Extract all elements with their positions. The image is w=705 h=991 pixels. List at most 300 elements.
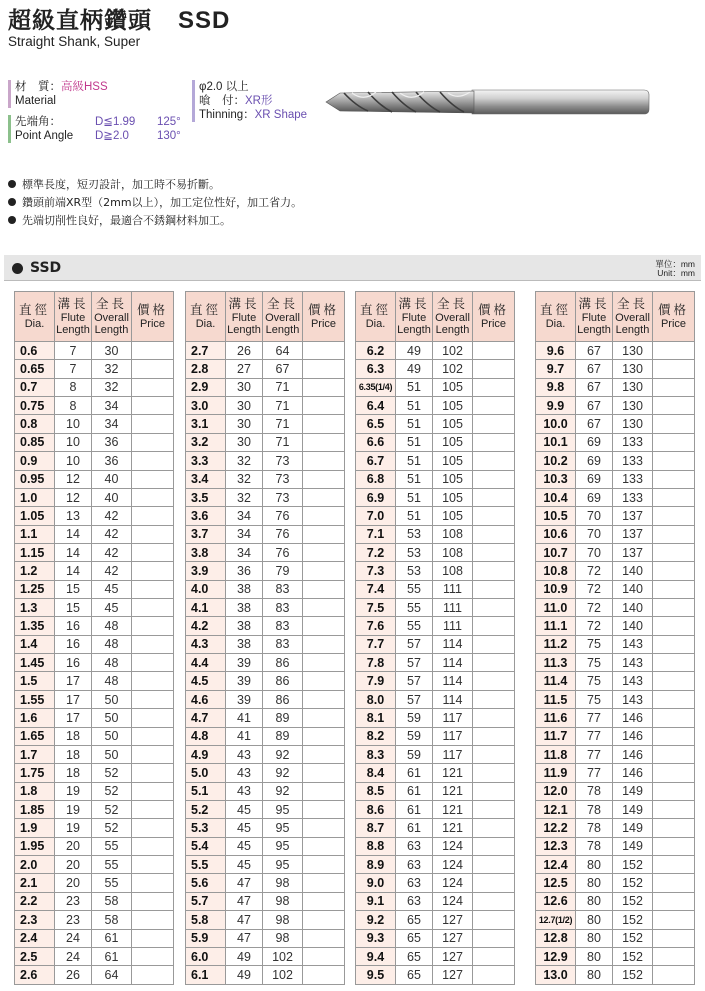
table-row	[356, 543, 515, 561]
price-cell	[303, 911, 345, 929]
dia-cell: 4.2	[186, 617, 226, 635]
col-dia-header: 直徑 Dia.	[356, 292, 396, 342]
dia-cell: 8.9	[356, 856, 396, 874]
overall-length-cell: 61	[92, 947, 132, 965]
overall-length-cell: 152	[613, 929, 653, 947]
table-row	[356, 874, 515, 892]
dia-cell: 8.7	[356, 819, 396, 837]
dia-cell: 10.3	[536, 470, 576, 488]
overall-length-cell: 42	[92, 525, 132, 543]
flute-length-cell: 14	[55, 525, 92, 543]
flute-length-cell: 32	[226, 470, 263, 488]
size-table	[535, 291, 695, 985]
flute-length-cell: 20	[55, 856, 92, 874]
dia-cell: 1.9	[15, 819, 55, 837]
dia-cell: 5.6	[186, 874, 226, 892]
price-cell	[132, 782, 174, 800]
table-row	[356, 397, 515, 415]
table-row	[356, 599, 515, 617]
flute-length-cell: 78	[576, 837, 613, 855]
table-row	[536, 764, 695, 782]
flute-length-cell: 14	[55, 562, 92, 580]
dia-cell: 3.6	[186, 507, 226, 525]
flute-length-cell: 41	[226, 709, 263, 727]
dia-cell: 10.9	[536, 580, 576, 598]
overall-length-cell: 146	[613, 709, 653, 727]
price-cell	[653, 966, 695, 984]
dia-cell: 5.1	[186, 782, 226, 800]
col-price-header: 價格 Price	[132, 292, 174, 342]
price-cell	[653, 635, 695, 653]
dia-cell: 2.3	[15, 911, 55, 929]
dia-cell: 7.0	[356, 507, 396, 525]
overall-length-cell: 149	[613, 819, 653, 837]
price-cell	[653, 727, 695, 745]
price-cell	[303, 397, 345, 415]
overall-length-cell: 102	[433, 360, 473, 378]
flute-length-cell: 43	[226, 782, 263, 800]
flute-length-cell: 8	[55, 378, 92, 396]
flute-length-cell: 59	[396, 727, 433, 745]
col-dia-header: 直徑 Dia.	[186, 292, 226, 342]
flute-length-cell: 45	[226, 800, 263, 818]
price-cell	[132, 580, 174, 598]
flute-length-cell: 63	[396, 856, 433, 874]
overall-length-cell: 127	[433, 929, 473, 947]
flute-length-cell: 13	[55, 507, 92, 525]
overall-length-cell: 152	[613, 874, 653, 892]
flute-length-cell: 67	[576, 360, 613, 378]
overall-length-cell: 42	[92, 543, 132, 561]
table-row	[15, 470, 174, 488]
overall-length-cell: 133	[613, 488, 653, 506]
table-row	[15, 635, 174, 653]
flute-length-cell: 63	[396, 874, 433, 892]
table-row	[15, 800, 174, 818]
dia-cell: 10.2	[536, 452, 576, 470]
price-cell	[473, 543, 515, 561]
table-row	[356, 819, 515, 837]
dia-cell: 1.45	[15, 654, 55, 672]
dia-cell: 5.4	[186, 837, 226, 855]
overall-length-cell: 71	[263, 397, 303, 415]
overall-length-cell: 105	[433, 470, 473, 488]
price-cell	[473, 819, 515, 837]
table-row	[536, 947, 695, 965]
price-cell	[473, 580, 515, 598]
overall-length-cell: 98	[263, 874, 303, 892]
price-cell	[473, 654, 515, 672]
flute-length-cell: 72	[576, 562, 613, 580]
overall-length-cell: 152	[613, 892, 653, 910]
dia-cell: 9.0	[356, 874, 396, 892]
flute-length-cell: 34	[226, 525, 263, 543]
table-row	[356, 947, 515, 965]
overall-length-cell: 71	[263, 415, 303, 433]
dia-cell: 10.4	[536, 488, 576, 506]
price-cell	[132, 452, 174, 470]
overall-length-cell: 71	[263, 433, 303, 451]
table-row	[186, 635, 345, 653]
flute-length-cell: 55	[396, 617, 433, 635]
size-table	[355, 291, 515, 985]
price-cell	[303, 892, 345, 910]
dia-cell: 3.7	[186, 525, 226, 543]
dia-cell: 1.05	[15, 507, 55, 525]
flute-length-cell: 69	[576, 470, 613, 488]
flute-length-cell: 10	[55, 415, 92, 433]
table-row	[536, 929, 695, 947]
overall-length-cell: 127	[433, 966, 473, 984]
price-cell	[132, 488, 174, 506]
flute-length-cell: 72	[576, 580, 613, 598]
price-cell	[653, 378, 695, 396]
flute-length-cell: 15	[55, 599, 92, 617]
table-row	[536, 433, 695, 451]
overall-length-cell: 86	[263, 690, 303, 708]
flute-length-cell: 45	[226, 837, 263, 855]
flute-length-cell: 75	[576, 672, 613, 690]
table-row	[356, 617, 515, 635]
flute-length-cell: 57	[396, 654, 433, 672]
overall-length-cell: 133	[613, 433, 653, 451]
flute-length-cell: 77	[576, 727, 613, 745]
overall-length-cell: 130	[613, 342, 653, 360]
flute-length-cell: 67	[576, 378, 613, 396]
table-row	[15, 745, 174, 763]
price-cell	[473, 947, 515, 965]
overall-length-cell: 48	[92, 654, 132, 672]
overall-length-cell: 92	[263, 782, 303, 800]
price-cell	[132, 599, 174, 617]
overall-length-cell: 76	[263, 525, 303, 543]
table-row	[186, 342, 345, 360]
col-price-header: 價格 Price	[303, 292, 345, 342]
overall-length-cell: 32	[92, 378, 132, 396]
overall-length-cell: 34	[92, 397, 132, 415]
flute-length-cell: 34	[226, 543, 263, 561]
flute-length-cell: 26	[226, 342, 263, 360]
overall-length-cell: 45	[92, 580, 132, 598]
dia-cell: 7.5	[356, 599, 396, 617]
size-table	[14, 291, 174, 985]
table-row	[536, 727, 695, 745]
table-row	[536, 819, 695, 837]
overall-length-cell: 124	[433, 837, 473, 855]
overall-length-cell: 52	[92, 782, 132, 800]
col-price-header: 價格 Price	[473, 292, 515, 342]
dia-cell: 3.3	[186, 452, 226, 470]
price-cell	[303, 727, 345, 745]
table-row	[186, 745, 345, 763]
price-cell	[473, 672, 515, 690]
price-cell	[132, 800, 174, 818]
overall-length-cell: 105	[433, 397, 473, 415]
table-row	[536, 892, 695, 910]
flute-length-cell: 61	[396, 819, 433, 837]
table-row	[186, 911, 345, 929]
dia-cell: 7.3	[356, 562, 396, 580]
flute-length-cell: 49	[396, 360, 433, 378]
price-cell	[473, 488, 515, 506]
dia-cell: 5.9	[186, 929, 226, 947]
price-cell	[132, 709, 174, 727]
flute-length-cell: 67	[576, 415, 613, 433]
flute-length-cell: 15	[55, 580, 92, 598]
table-row	[15, 397, 174, 415]
overall-length-cell: 50	[92, 690, 132, 708]
table-row	[15, 672, 174, 690]
price-cell	[473, 617, 515, 635]
overall-length-cell: 76	[263, 543, 303, 561]
overall-length-cell: 36	[92, 452, 132, 470]
table-row	[356, 782, 515, 800]
col-dia-header: 直徑 Dia.	[15, 292, 55, 342]
price-cell	[132, 378, 174, 396]
table-row	[356, 360, 515, 378]
price-cell	[653, 874, 695, 892]
overall-length-cell: 83	[263, 635, 303, 653]
dia-cell: 8.1	[356, 709, 396, 727]
price-cell	[653, 397, 695, 415]
flute-length-cell: 32	[226, 488, 263, 506]
flute-length-cell: 57	[396, 672, 433, 690]
flute-length-cell: 69	[576, 433, 613, 451]
overall-length-cell: 143	[613, 654, 653, 672]
dia-cell: 8.0	[356, 690, 396, 708]
price-cell	[303, 415, 345, 433]
price-cell	[653, 525, 695, 543]
price-cell	[132, 415, 174, 433]
dia-cell: 0.65	[15, 360, 55, 378]
col-dia-header: 直徑 Dia.	[536, 292, 576, 342]
flute-length-cell: 16	[55, 654, 92, 672]
flute-length-cell: 70	[576, 507, 613, 525]
price-cell	[473, 727, 515, 745]
overall-length-cell: 67	[263, 360, 303, 378]
overall-length-cell: 152	[613, 856, 653, 874]
overall-length-cell: 133	[613, 452, 653, 470]
overall-length-cell: 55	[92, 856, 132, 874]
dia-cell: 1.5	[15, 672, 55, 690]
table-row	[356, 580, 515, 598]
price-cell	[653, 654, 695, 672]
table-row	[15, 617, 174, 635]
price-cell	[653, 911, 695, 929]
dia-cell: 1.65	[15, 727, 55, 745]
table-row	[356, 654, 515, 672]
flute-length-cell: 80	[576, 856, 613, 874]
dia-cell: 7.7	[356, 635, 396, 653]
flute-length-cell: 80	[576, 966, 613, 984]
table-row	[356, 929, 515, 947]
overall-length-cell: 152	[613, 911, 653, 929]
flute-length-cell: 65	[396, 911, 433, 929]
dia-cell: 3.2	[186, 433, 226, 451]
dia-cell: 9.3	[356, 929, 396, 947]
price-cell	[303, 929, 345, 947]
dia-cell: 3.4	[186, 470, 226, 488]
table-row	[186, 690, 345, 708]
table-row	[186, 378, 345, 396]
overall-length-cell: 140	[613, 562, 653, 580]
dia-cell: 0.9	[15, 452, 55, 470]
table-row	[15, 525, 174, 543]
dia-cell: 8.8	[356, 837, 396, 855]
table-row	[186, 874, 345, 892]
flute-length-cell: 26	[55, 966, 92, 984]
flute-length-cell: 47	[226, 892, 263, 910]
price-cell	[303, 856, 345, 874]
price-cell	[653, 745, 695, 763]
overall-length-cell: 121	[433, 764, 473, 782]
dia-cell: 7.1	[356, 525, 396, 543]
dia-cell: 0.8	[15, 415, 55, 433]
flute-length-cell: 24	[55, 929, 92, 947]
flute-length-cell: 77	[576, 709, 613, 727]
flute-length-cell: 69	[576, 488, 613, 506]
dia-cell: 2.2	[15, 892, 55, 910]
table-row	[356, 911, 515, 929]
table-row	[15, 543, 174, 561]
dia-cell: 6.9	[356, 488, 396, 506]
dia-cell: 1.8	[15, 782, 55, 800]
price-cell	[653, 764, 695, 782]
flute-length-cell: 16	[55, 617, 92, 635]
flute-length-cell: 51	[396, 378, 433, 396]
price-cell	[473, 452, 515, 470]
overall-length-cell: 86	[263, 654, 303, 672]
overall-length-cell: 137	[613, 543, 653, 561]
flute-length-cell: 67	[576, 397, 613, 415]
price-cell	[132, 525, 174, 543]
table-row	[356, 745, 515, 763]
overall-length-cell: 64	[92, 966, 132, 984]
overall-length-cell: 89	[263, 709, 303, 727]
flute-length-cell: 75	[576, 690, 613, 708]
dia-cell: 5.0	[186, 764, 226, 782]
price-cell	[132, 360, 174, 378]
price-cell	[303, 378, 345, 396]
overall-length-cell: 52	[92, 764, 132, 782]
flute-length-cell: 17	[55, 672, 92, 690]
overall-length-cell: 95	[263, 856, 303, 874]
table-row	[356, 635, 515, 653]
table-row	[15, 654, 174, 672]
dia-cell: 9.6	[536, 342, 576, 360]
flute-length-cell: 19	[55, 800, 92, 818]
overall-length-cell: 50	[92, 727, 132, 745]
price-cell	[473, 599, 515, 617]
price-cell	[473, 470, 515, 488]
col-flute-header: 溝長 Flute Length	[55, 292, 92, 342]
dia-cell: 10.5	[536, 507, 576, 525]
dia-cell: 7.6	[356, 617, 396, 635]
price-cell	[473, 690, 515, 708]
dia-cell: 10.8	[536, 562, 576, 580]
table-row	[15, 837, 174, 855]
price-cell	[653, 837, 695, 855]
price-cell	[303, 764, 345, 782]
price-cell	[303, 819, 345, 837]
price-cell	[132, 562, 174, 580]
price-cell	[653, 800, 695, 818]
table-row	[186, 507, 345, 525]
table-row	[536, 690, 695, 708]
flute-length-cell: 53	[396, 543, 433, 561]
price-cell	[303, 470, 345, 488]
flute-length-cell: 70	[576, 525, 613, 543]
overall-length-cell: 121	[433, 819, 473, 837]
dia-cell: 5.2	[186, 800, 226, 818]
dia-cell: 4.8	[186, 727, 226, 745]
flute-length-cell: 80	[576, 929, 613, 947]
overall-length-cell: 83	[263, 599, 303, 617]
overall-length-cell: 124	[433, 856, 473, 874]
overall-length-cell: 50	[92, 745, 132, 763]
dia-cell: 1.35	[15, 617, 55, 635]
table-row	[186, 819, 345, 837]
flute-length-cell: 51	[396, 415, 433, 433]
price-cell	[473, 800, 515, 818]
flute-length-cell: 53	[396, 525, 433, 543]
price-cell	[303, 837, 345, 855]
dia-cell: 2.0	[15, 856, 55, 874]
dia-cell: 11.5	[536, 690, 576, 708]
col-overall-header: 全長 Overall Length	[92, 292, 132, 342]
dia-cell: 11.9	[536, 764, 576, 782]
table-row	[186, 452, 345, 470]
dia-cell: 9.2	[356, 911, 396, 929]
price-cell	[473, 635, 515, 653]
overall-length-cell: 121	[433, 800, 473, 818]
flute-length-cell: 39	[226, 654, 263, 672]
price-cell	[132, 966, 174, 984]
table-row	[536, 782, 695, 800]
overall-length-cell: 114	[433, 672, 473, 690]
overall-length-cell: 140	[613, 617, 653, 635]
overall-length-cell: 30	[92, 342, 132, 360]
overall-length-cell: 98	[263, 892, 303, 910]
table-row	[15, 562, 174, 580]
table-row	[15, 782, 174, 800]
flute-length-cell: 51	[396, 452, 433, 470]
dia-cell: 5.8	[186, 911, 226, 929]
flute-length-cell: 16	[55, 635, 92, 653]
table-row	[186, 764, 345, 782]
price-cell	[653, 470, 695, 488]
dia-cell: 12.0	[536, 782, 576, 800]
overall-length-cell: 58	[92, 892, 132, 910]
col-price-header: 價格 Price	[653, 292, 695, 342]
price-cell	[473, 892, 515, 910]
table-row	[15, 415, 174, 433]
price-cell	[303, 580, 345, 598]
overall-length-cell: 140	[613, 580, 653, 598]
table-row	[536, 672, 695, 690]
overall-length-cell: 111	[433, 580, 473, 598]
price-cell	[303, 433, 345, 451]
dia-cell: 3.9	[186, 562, 226, 580]
price-cell	[473, 745, 515, 763]
price-cell	[132, 727, 174, 745]
price-cell	[132, 690, 174, 708]
flute-length-cell: 34	[226, 507, 263, 525]
section-name: SSD	[30, 260, 62, 276]
flute-length-cell: 53	[396, 562, 433, 580]
col-overall-header: 全長 Overall Length	[263, 292, 303, 342]
table-row	[186, 580, 345, 598]
